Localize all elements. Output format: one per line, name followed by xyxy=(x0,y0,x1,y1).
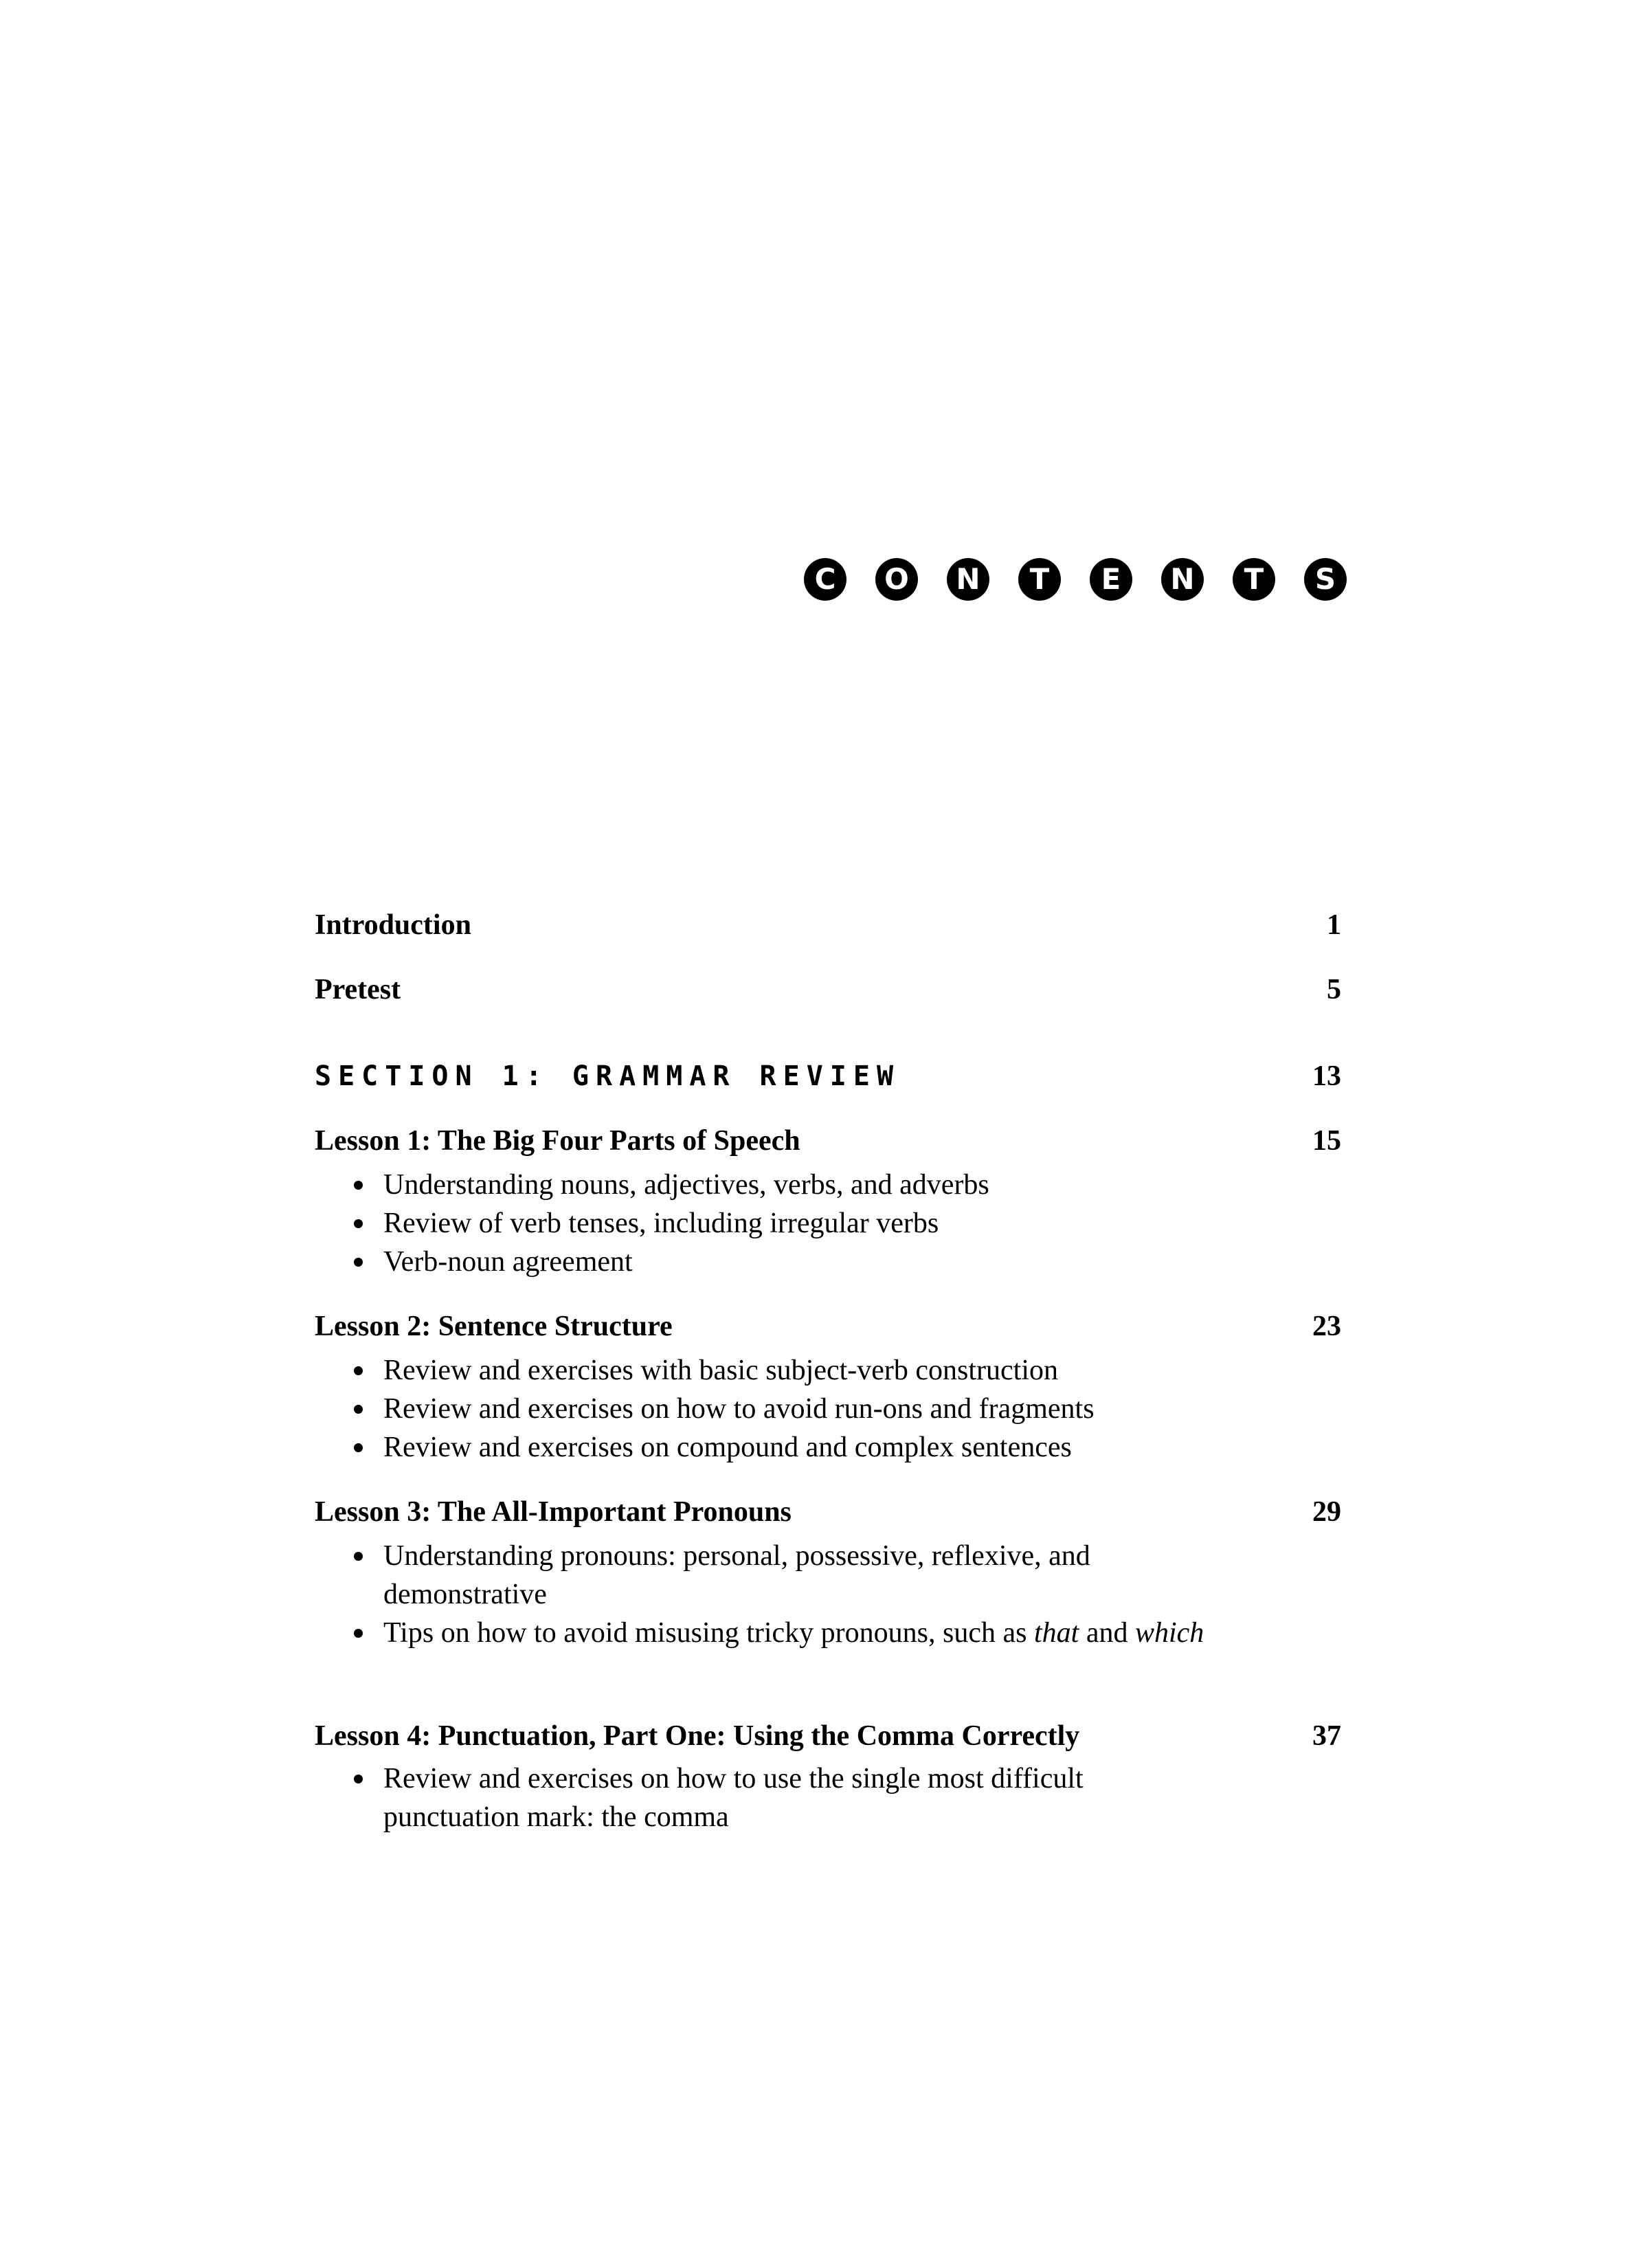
topic-item: Review of verb tenses, including irregular verbs xyxy=(354,1204,1206,1243)
entry-page-number: 13 xyxy=(1312,1060,1341,1092)
heading-letter: O xyxy=(875,558,918,601)
heading-letter: N xyxy=(1161,558,1204,601)
lesson-4-topics xyxy=(354,1759,1206,1836)
lesson-2-topics xyxy=(354,1351,1206,1467)
topic-emphasis: which xyxy=(1134,1617,1204,1649)
toc-entry-pretest xyxy=(315,969,1345,1010)
heading-letter: E xyxy=(1090,558,1132,601)
entry-page-number: 15 xyxy=(1312,1125,1341,1157)
topic-item: Understanding pronouns: personal, possessive, reflexive, and demonstrative xyxy=(354,1537,1206,1614)
topic-item xyxy=(354,1614,1206,1652)
heading-letter: T xyxy=(1233,558,1275,601)
toc-entry-lesson-2 xyxy=(315,1306,1345,1347)
topic-item: Review and exercises on how to use the single most difficult punctuation mark: the comma xyxy=(354,1759,1206,1836)
entry-title: Lesson 2: Sentence Structure xyxy=(315,1311,673,1342)
lesson-3-topics xyxy=(354,1537,1206,1652)
topic-item: Review and exercises on compound and complex sentences xyxy=(354,1428,1206,1467)
topic-item: Review and exercises on how to avoid run-ons and fragments xyxy=(354,1390,1206,1428)
entry-page-number: 5 xyxy=(1327,974,1341,1005)
section-title: SECTION 1: GRAMMAR REVIEW xyxy=(315,1060,901,1092)
entry-page-number: 23 xyxy=(1312,1311,1341,1342)
entry-title: Pretest xyxy=(315,974,401,1005)
heading-letter: T xyxy=(1018,558,1061,601)
topic-text: and xyxy=(1079,1617,1135,1649)
toc-entry-lesson-3 xyxy=(315,1491,1345,1533)
entry-page-number: 1 xyxy=(1327,909,1341,941)
entry-page-number: 37 xyxy=(1312,1720,1341,1752)
heading-letter: S xyxy=(1304,558,1347,601)
topic-item: Review and exercises with basic subject-verb construction xyxy=(354,1351,1206,1390)
entry-title: Lesson 3: The All-Important Pronouns xyxy=(315,1496,792,1528)
topic-item: Understanding nouns, adjectives, verbs, and adverbs xyxy=(354,1166,1206,1204)
entry-page-number: 29 xyxy=(1312,1496,1341,1528)
topic-emphasis: that xyxy=(1033,1617,1079,1649)
heading-letter: C xyxy=(804,558,846,601)
contents-heading xyxy=(804,555,1347,603)
lesson-1-topics xyxy=(354,1166,1206,1281)
toc-section-1 xyxy=(315,1056,1345,1097)
toc-entry-lesson-4 xyxy=(315,1715,1345,1757)
topic-item: Verb-noun agreement xyxy=(354,1243,1206,1281)
heading-letter: N xyxy=(947,558,989,601)
toc-entry-lesson-1 xyxy=(315,1120,1345,1161)
entry-title: Lesson 1: The Big Four Parts of Speech xyxy=(315,1125,800,1157)
entry-title: Lesson 4: Punctuation, Part One: Using the Comma Correctly xyxy=(315,1720,1080,1752)
entry-title: Introduction xyxy=(315,909,471,941)
topic-text: Tips on how to avoid misusing tricky pronouns, such as xyxy=(383,1617,1034,1649)
toc-entry-introduction xyxy=(315,904,1345,946)
